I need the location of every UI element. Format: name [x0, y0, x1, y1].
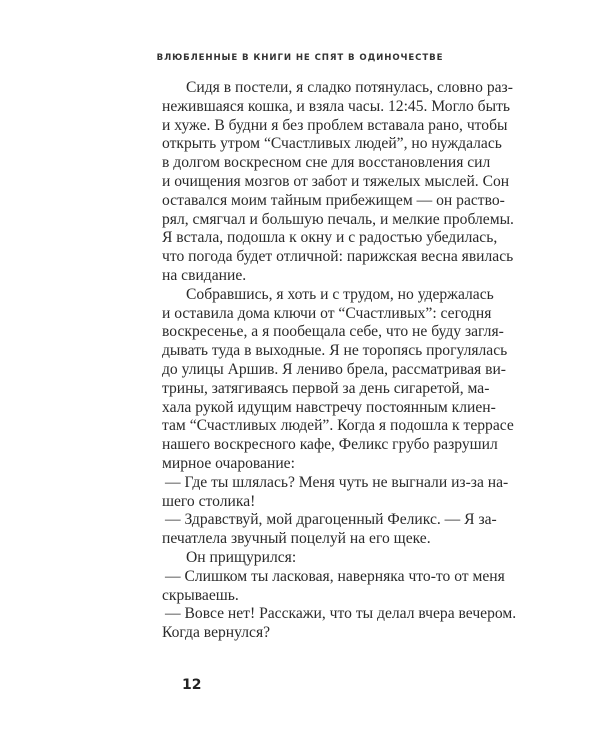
text-line: хала рукой идущим навстречу постоянным клиен- — [162, 398, 496, 416]
body-text — [162, 79, 517, 643]
paragraph — [162, 285, 514, 474]
text-line: рял, смягчал и большую печаль, и мелкие проблемы. — [162, 210, 514, 228]
paragraph — [162, 549, 459, 568]
text-line: скрываешь. — [162, 586, 239, 604]
text-line: — Вовсе нет! Расскажи, что ты делал вчера вечером. — [165, 605, 517, 623]
text-line: Когда вернулся? — [162, 624, 271, 642]
text-line: нежившаяся кошка, и взяла часы. 12:45. Могло быть — [162, 97, 510, 115]
paragraph — [162, 473, 509, 512]
text-line: трины, затягиваясь первой за день сигаретой, ма- — [162, 379, 490, 397]
text-line: дывать туда в выходные. Я не торопясь прогулялась — [162, 342, 508, 360]
text-line: Я встала, подошла к окну и с радостью убедилась, — [162, 229, 498, 247]
text-line: — Слишком ты ласковая, наверняка что-то от меня — [165, 567, 505, 585]
text-line: — Где ты шлялась? Меня чуть не выгнали из-за на- — [165, 473, 509, 491]
text-line: — Здравствуй, мой драгоценный Феликс. — Я за- — [165, 511, 497, 529]
text-line: Собравшись, я хоть и с трудом, но удержалась — [186, 285, 494, 303]
page-number: 12 — [182, 677, 202, 693]
paragraph — [162, 511, 497, 549]
text-line: Сидя в постели, я сладко потянулась, словно раз- — [186, 79, 513, 96]
text-line: в долгом воскресном сне для восстановления сил — [162, 154, 491, 172]
text-line: там “Счастливых людей”. Когда я подошла к террасе — [162, 417, 514, 435]
text-line: Он прищурился: — [186, 548, 297, 566]
text-line: до улицы Аршив. Я лениво брела, рассматривая ви- — [162, 360, 506, 378]
text-line: оставался моим тайным прибежищем — он раство- — [162, 191, 505, 209]
running-header: ВЛЮБЛЕННЫЕ В КНИГИ НЕ СПЯТ В ОДИНОЧЕСТВЕ — [156, 53, 444, 63]
text-line: воскресенье, а я пообещала себе, что не буду загля- — [162, 323, 504, 341]
text-line: открыть утром “Счастливых людей”, но нуждалась — [162, 135, 502, 153]
text-line: мирное очарование: — [162, 454, 295, 472]
text-line: и оставила дома ключи от “Счастливых”: сегодня — [162, 304, 492, 322]
text-line: нашего воскресного кафе, Феликс грубо разрушил — [162, 436, 498, 454]
text-line: шего столика! — [162, 492, 256, 510]
text-line: и очищения мозгов от забот и тяжелых мыслей. Сон — [162, 172, 510, 190]
paragraph — [162, 605, 517, 643]
text-line: на свидание. — [162, 266, 247, 284]
text-line: и хуже. В будни я без проблем вставала рано, чтобы — [162, 116, 508, 134]
text-line: печатлела звучный поцелуй на его щеке. — [162, 530, 431, 548]
text-line: что погода будет отличной: парижская весна явилась — [162, 248, 514, 266]
paragraph — [162, 79, 514, 286]
paragraph — [162, 567, 505, 606]
